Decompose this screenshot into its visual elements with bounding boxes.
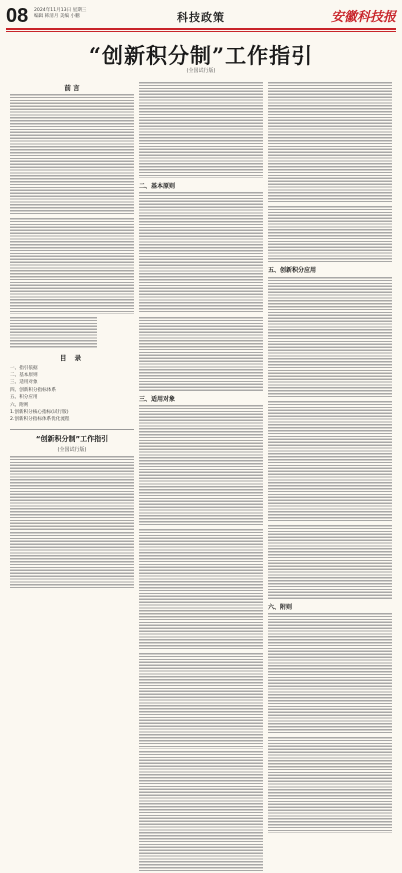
column-right <box>268 80 392 611</box>
body-text <box>268 82 392 204</box>
column-middle <box>139 80 263 568</box>
second-article-subtitle: (全国试行版) <box>57 446 87 453</box>
body-text <box>139 192 263 314</box>
table-of-contents <box>10 353 134 424</box>
toc-item: 1.创新积分核心指标(试行版) <box>10 410 69 415</box>
header-divider <box>6 28 396 30</box>
section-heading: 六、附则 <box>268 603 293 611</box>
divider <box>10 429 134 430</box>
header-divider-thin <box>6 31 396 32</box>
toc-item: 一、指引依据 <box>10 365 38 371</box>
section-title: 科技政策 <box>177 11 225 24</box>
body-text <box>10 94 134 216</box>
body-text <box>139 317 263 391</box>
editor-line: 编辑 韩清月 美编 小鹏 <box>34 14 80 19</box>
body-text <box>268 525 392 599</box>
body-text <box>139 751 263 873</box>
body-text <box>139 653 263 749</box>
column-left <box>10 80 134 568</box>
body-text <box>139 529 263 651</box>
toc-item: 二、基本原则 <box>10 372 38 378</box>
body-text <box>10 317 97 349</box>
article-title: “创新积分制”工作指引 <box>88 43 314 68</box>
toc-item: 四、创新积分指标体系 <box>10 387 56 393</box>
section-heading: 五、创新积分应用 <box>268 267 317 275</box>
section-heading: 三、适用对象 <box>139 395 176 403</box>
toc-item: 六、附则 <box>10 402 29 408</box>
body-text <box>10 218 134 314</box>
date-line: 2024年11月13日 星期三 <box>34 8 87 13</box>
preface-heading: 前 言 <box>64 84 80 92</box>
body-text <box>139 405 263 527</box>
body-text <box>268 206 392 262</box>
masthead <box>6 5 396 27</box>
toc-title: 目 录 <box>59 353 85 362</box>
toc-item: 五、积分应用 <box>10 395 38 401</box>
body-text <box>10 456 134 530</box>
body-text <box>139 82 263 178</box>
toc-item: 2.创新积分指标体系优化流程 <box>10 417 70 423</box>
body-text <box>268 277 392 399</box>
body-text <box>268 737 392 833</box>
body-text <box>10 532 134 588</box>
section-heading: 二、基本原则 <box>139 183 176 191</box>
body-text <box>268 401 392 523</box>
article-subtitle: (全国试行版) <box>186 68 216 74</box>
body-text <box>268 613 392 735</box>
page-number: 08 <box>6 5 29 27</box>
toc-item: 三、适用对象 <box>10 380 38 386</box>
newspaper-logo: 安徽科技报 <box>330 10 396 25</box>
second-article-title: “创新积分制”工作指引 <box>35 434 109 443</box>
